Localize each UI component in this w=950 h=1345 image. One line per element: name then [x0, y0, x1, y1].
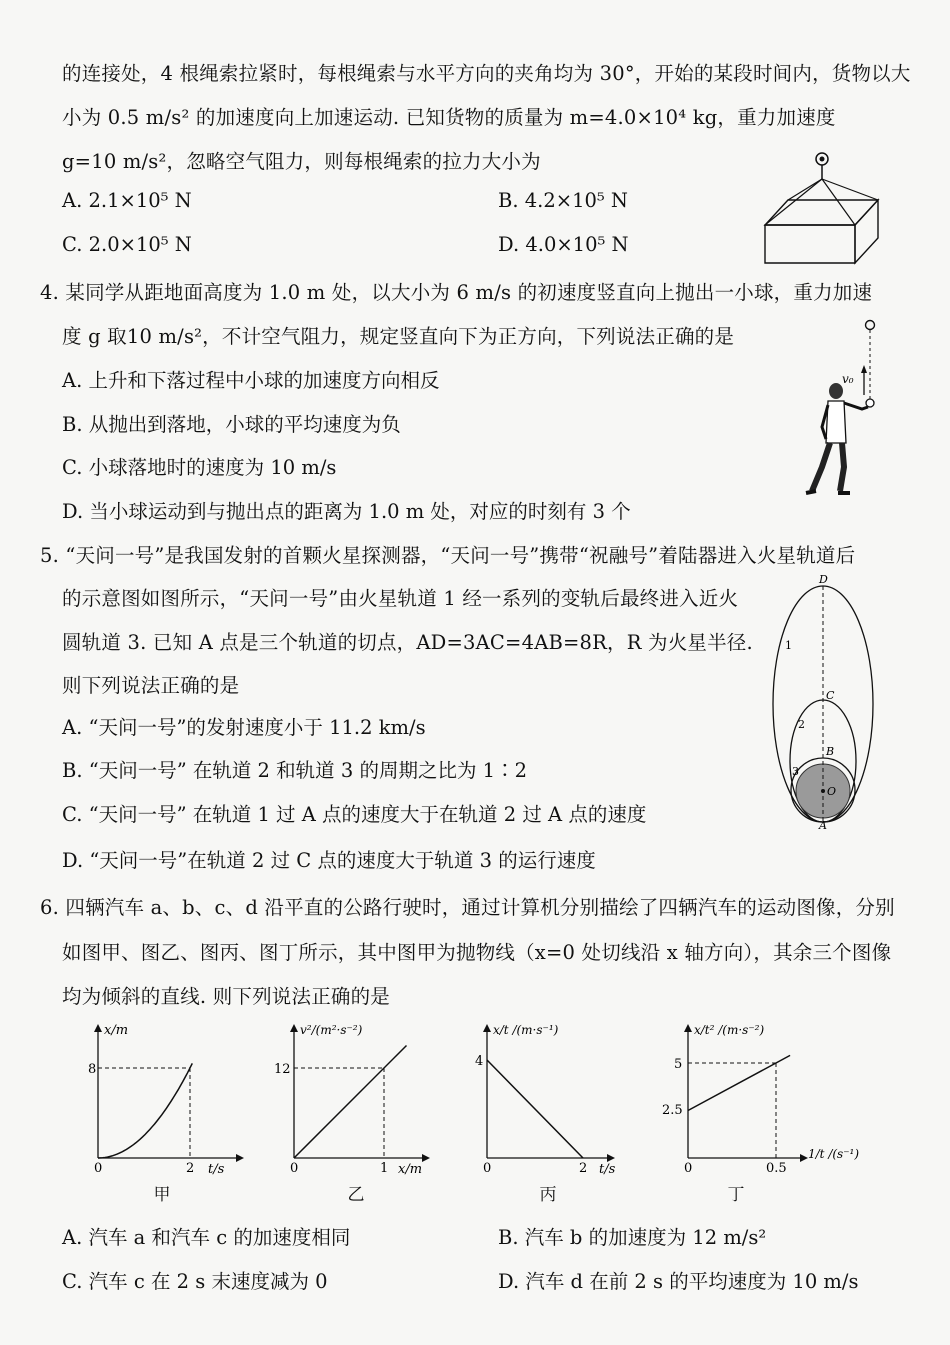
q6-line-3: 均为倾斜的直线. 则下列说法正确的是 — [62, 985, 390, 1008]
q5-option-d[interactable]: D. “天问一号”在轨道 2 过 C 点的速度大于轨道 3 的运行速度 — [62, 849, 596, 872]
chart-jia-ylabel: x/m — [104, 1023, 129, 1038]
q6-option-d[interactable]: D. 汽车 d 在前 2 s 的平均速度为 10 m/s — [498, 1270, 859, 1293]
chart-jia-xtick: 2 — [186, 1161, 195, 1176]
orbit-2-label: 2 — [798, 718, 805, 731]
chart-yi-xtick: 1 — [380, 1161, 389, 1176]
q4-line-2: 度 g 取10 m/s²，不计空气阻力，规定竖直向下为正方向，下列说法正确的是 — [62, 325, 735, 348]
chart-ding-series — [688, 1055, 790, 1110]
ball-throw-figure — [800, 315, 890, 500]
orbit-3-label: 3 — [792, 765, 799, 778]
q6-option-c[interactable]: C. 汽车 c 在 2 s 末速度减为 0 — [62, 1270, 328, 1293]
chart-ding-xtick: 0.5 — [766, 1161, 787, 1176]
q3-option-b[interactable]: B. 4.2×10⁵ N — [498, 189, 628, 212]
chart-jia-series — [98, 1063, 192, 1158]
chart-bing-xlabel: t/s — [599, 1162, 616, 1177]
q3-line-1: 的连接处，4 根绳索拉紧时，每根绳索与水平方向的夹角均为 30°，开始的某段时间内，货物以大 — [62, 62, 911, 85]
chart-jia-xlabel: t/s — [208, 1162, 225, 1177]
chart-jia — [78, 1018, 248, 1178]
chart-ding-ytick-2-5: 2.5 — [662, 1103, 683, 1118]
chart-yi-series — [294, 1046, 407, 1159]
cargo-rope-figure — [760, 145, 890, 270]
point-o-label: O — [827, 785, 837, 798]
point-b-label: B — [826, 745, 835, 758]
chart-bing-series — [487, 1060, 583, 1158]
q5-line-1: 5. “天问一号”是我国发射的首颗火星探测器，“天问一号”携带“祝融号”着陆器进入火星轨道后 — [40, 544, 856, 567]
q5-option-c[interactable]: C. “天问一号” 在轨道 1 过 A 点的速度大于在轨道 2 过 A 点的速度 — [62, 803, 647, 826]
chart-yi-ylabel: v²/(m²·s⁻²) — [300, 1023, 363, 1037]
point-d-label: D — [819, 575, 828, 586]
chart-yi-origin: 0 — [290, 1161, 299, 1176]
q6-option-a[interactable]: A. 汽车 a 和汽车 c 的加速度相同 — [62, 1226, 351, 1249]
q5-line-2: 的示意图如图所示，“天问一号”由火星轨道 1 经一系列的变轨后最终进入近火 — [62, 587, 739, 610]
q6-line-2: 如图甲、图乙、图丙、图丁所示，其中图甲为抛物线（x=0 处切线沿 x 轴方向），其余三个图像 — [62, 941, 892, 964]
q5-line-3: 圆轨道 3. 已知 A 点是三个轨道的切点，AD=3AC=4AB=8R，R 为火星半径. — [62, 631, 753, 654]
chart-yi — [272, 1018, 442, 1178]
chart-ding-ylabel: x/t² /(m·s⁻²) — [694, 1023, 765, 1037]
q4-option-b[interactable]: B. 从抛出到落地，小球的平均速度为负 — [62, 413, 401, 436]
q5-line-4: 则下列说法正确的是 — [62, 674, 240, 697]
q4-option-d[interactable]: D. 当小球运动到与抛出点的距离为 1.0 m 处，对应的时刻有 3 个 — [62, 500, 631, 523]
point-a-label: A — [819, 819, 827, 830]
orbit-1-label: 1 — [785, 639, 792, 652]
chart-bing — [467, 1018, 637, 1178]
q3-option-c[interactable]: C. 2.0×10⁵ N — [62, 233, 192, 256]
chart-bing-ytick: 4 — [475, 1054, 484, 1069]
chart-yi-xlabel: x/m — [398, 1162, 423, 1177]
q4-option-a[interactable]: A. 上升和下落过程中小球的加速度方向相反 — [62, 369, 440, 392]
chart-jia-ytick: 8 — [88, 1062, 97, 1077]
chart-bing-xtick: 2 — [579, 1161, 588, 1176]
chart-ding-origin: 0 — [684, 1161, 693, 1176]
chart-bing-origin: 0 — [483, 1161, 492, 1176]
q5-option-b[interactable]: B. “天问一号” 在轨道 2 和轨道 3 的周期之比为 1∶2 — [62, 759, 527, 782]
mars-orbit-figure — [765, 575, 885, 830]
chart-jia-origin: 0 — [94, 1161, 103, 1176]
chart-ding-caption: 丁 — [727, 1185, 745, 1205]
chart-bing-ylabel: x/t /(m·s⁻¹) — [493, 1023, 559, 1037]
v0-label: v₀ — [842, 372, 854, 386]
chart-ding-ytick-5: 5 — [674, 1057, 683, 1072]
q4-option-c[interactable]: C. 小球落地时的速度为 10 m/s — [62, 456, 337, 479]
q6-line-1: 6. 四辆汽车 a、b、c、d 沿平直的公路行驶时，通过计算机分别描绘了四辆汽车的运动图像，分别 — [40, 896, 895, 919]
q4-line-1: 4. 某同学从距地面高度为 1.0 m 处，以大小为 6 m/s 的初速度竖直向上抛出一小球，重力加速 — [40, 281, 873, 304]
q6-option-b[interactable]: B. 汽车 b 的加速度为 12 m/s² — [498, 1226, 767, 1249]
q3-line-3: g=10 m/s²，忽略空气阻力，则每根绳索的拉力大小为 — [62, 150, 541, 173]
chart-ding — [660, 1018, 860, 1178]
chart-bing-caption: 丙 — [539, 1185, 557, 1205]
chart-yi-ytick: 12 — [274, 1062, 291, 1077]
chart-yi-caption: 乙 — [347, 1185, 365, 1205]
chart-ding-xlabel: 1/t /(s⁻¹) — [808, 1147, 860, 1161]
chart-jia-caption: 甲 — [153, 1185, 171, 1205]
q3-option-d[interactable]: D. 4.0×10⁵ N — [498, 233, 629, 256]
q3-option-a[interactable]: A. 2.1×10⁵ N — [62, 189, 192, 212]
point-c-label: C — [826, 689, 835, 702]
q3-line-2: 小为 0.5 m/s² 的加速度向上加速运动. 已知货物的质量为 m=4.0×10⁴ kg，重力加速度 — [62, 106, 836, 129]
q5-option-a[interactable]: A. “天问一号”的发射速度小于 11.2 km/s — [62, 716, 426, 739]
